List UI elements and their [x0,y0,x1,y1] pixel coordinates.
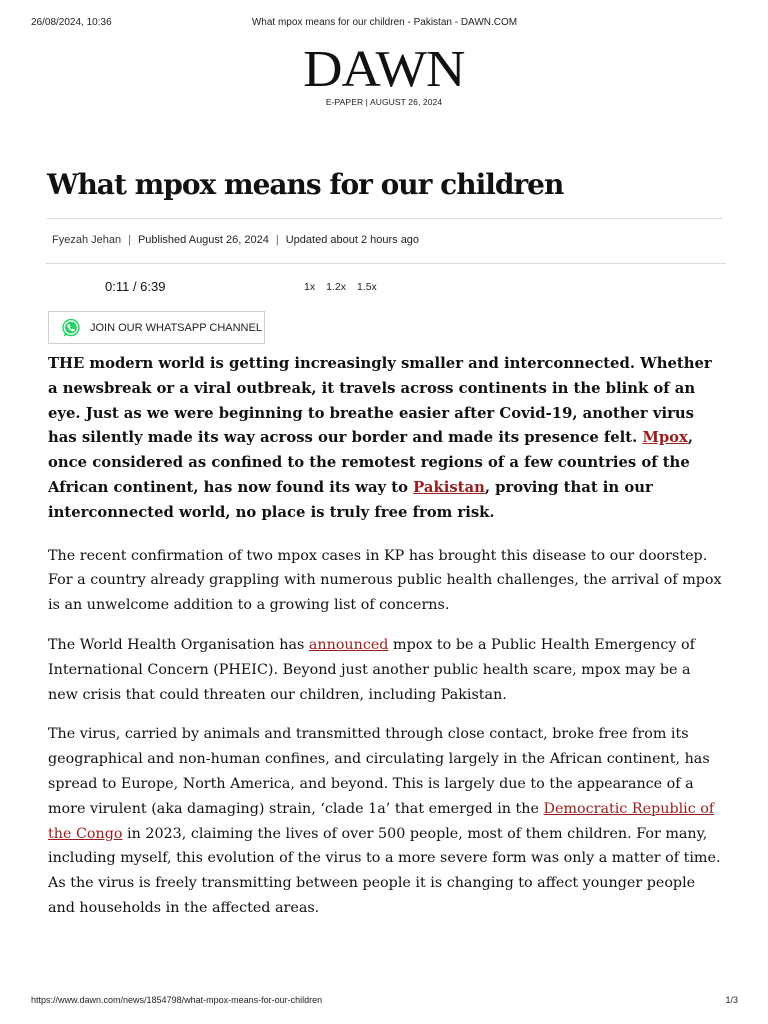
paragraph-4 [48,722,724,920]
masthead [0,41,768,107]
paragraph-text: The virus, carried by animals and transmitted through close contact, broke free from its geographical and non-human confines, and circulating largely in the African continent, has spread to Europe, North America, and beyond. This is largely due to the appearance of a more virulent (aka damaging) strain, ‘clade 1a’ that emerged in the [48,726,710,817]
paragraph-2: The recent confirmation of two mpox cases in KP has brought this disease to our doorstep. For a country already grappling with numerous public health challenges, the arrival of mpox is an unwelcome addition to a growing list of concerns. [48,547,722,614]
whatsapp-icon [60,317,82,339]
pakistan-link[interactable]: Pakistan [413,478,485,496]
whatsapp-button-label: JOIN OUR WHATSAPP CHANNEL [90,321,262,334]
speed-1-5x-button[interactable]: 1.5x [356,281,377,293]
announced-link[interactable]: announced [308,636,389,653]
lede-text: THE modern world is getting increasingly smaller and interconnected. Whether a newsbreak or a viral outbreak, it travels across continents in the blink of an eye. Just as we were beginning to breathe easier after Covid-19, another virus has silently made its way across our border and made its presence felt. [48,355,712,447]
mpox-link[interactable]: Mpox [642,429,688,447]
print-footer [31,995,738,1005]
paragraph-text: in 2023, claiming the lives of over 500 people, most of them children. For many, including myself, this evolution of the virus to a more severe form was only a matter of time. As the virus is freely transmitting between people it is changing to affect younger people and households in the affected areas. [48,825,721,916]
lede-paragraph [48,352,724,526]
lede-text: , proving that in our interconnected world, no place is truly free from risk. [48,478,653,521]
page-number: 1/3 [725,995,738,1005]
article-body [48,352,724,936]
divider-bottom [45,263,726,264]
author-name[interactable]: Fyezah Jehan [52,234,122,246]
dawn-logo[interactable]: DAWN [303,41,465,98]
print-page-title: What mpox means for our children - Pakistan - DAWN.COM [251,17,518,28]
playback-speed-options [304,281,388,293]
drc-link[interactable]: Democratic Republic of the Congo [48,800,715,842]
page-url: https://www.dawn.com/news/1854798/what-mpox-means-for-our-children [31,995,323,1005]
byline [52,234,419,246]
published-date: Published August 26, 2024 [137,234,269,246]
paragraph-text: mpox to be a Public Health Emergency of International Concern (PHEIC). Beyond just another public health scare, mpox may be a new crisis that could threaten our children, including Pakistan. [48,636,695,703]
speed-1x-button[interactable]: 1x [304,281,316,293]
edition-date: E-PAPER | AUGUST 26, 2024 [325,97,443,107]
whatsapp-channel-button[interactable] [48,311,265,344]
byline-separator: | [275,234,279,246]
article-headline: What mpox means for our children [47,168,564,201]
paragraph-3 [48,633,724,707]
print-datetime: 26/08/2024, 10:36 [31,17,112,28]
paragraph-text: The World Health Organisation has [48,636,309,653]
divider-top [47,218,722,219]
lede-text: , once considered as confined to the remotest regions of a few countries of the African continent, has now found its way to [48,429,694,496]
updated-time: Updated about 2 hours ago [285,234,420,246]
audio-time: 0:11 / 6:39 [105,279,166,294]
byline-separator: | [128,234,131,246]
speed-1-2x-button[interactable]: 1.2x [326,281,346,293]
